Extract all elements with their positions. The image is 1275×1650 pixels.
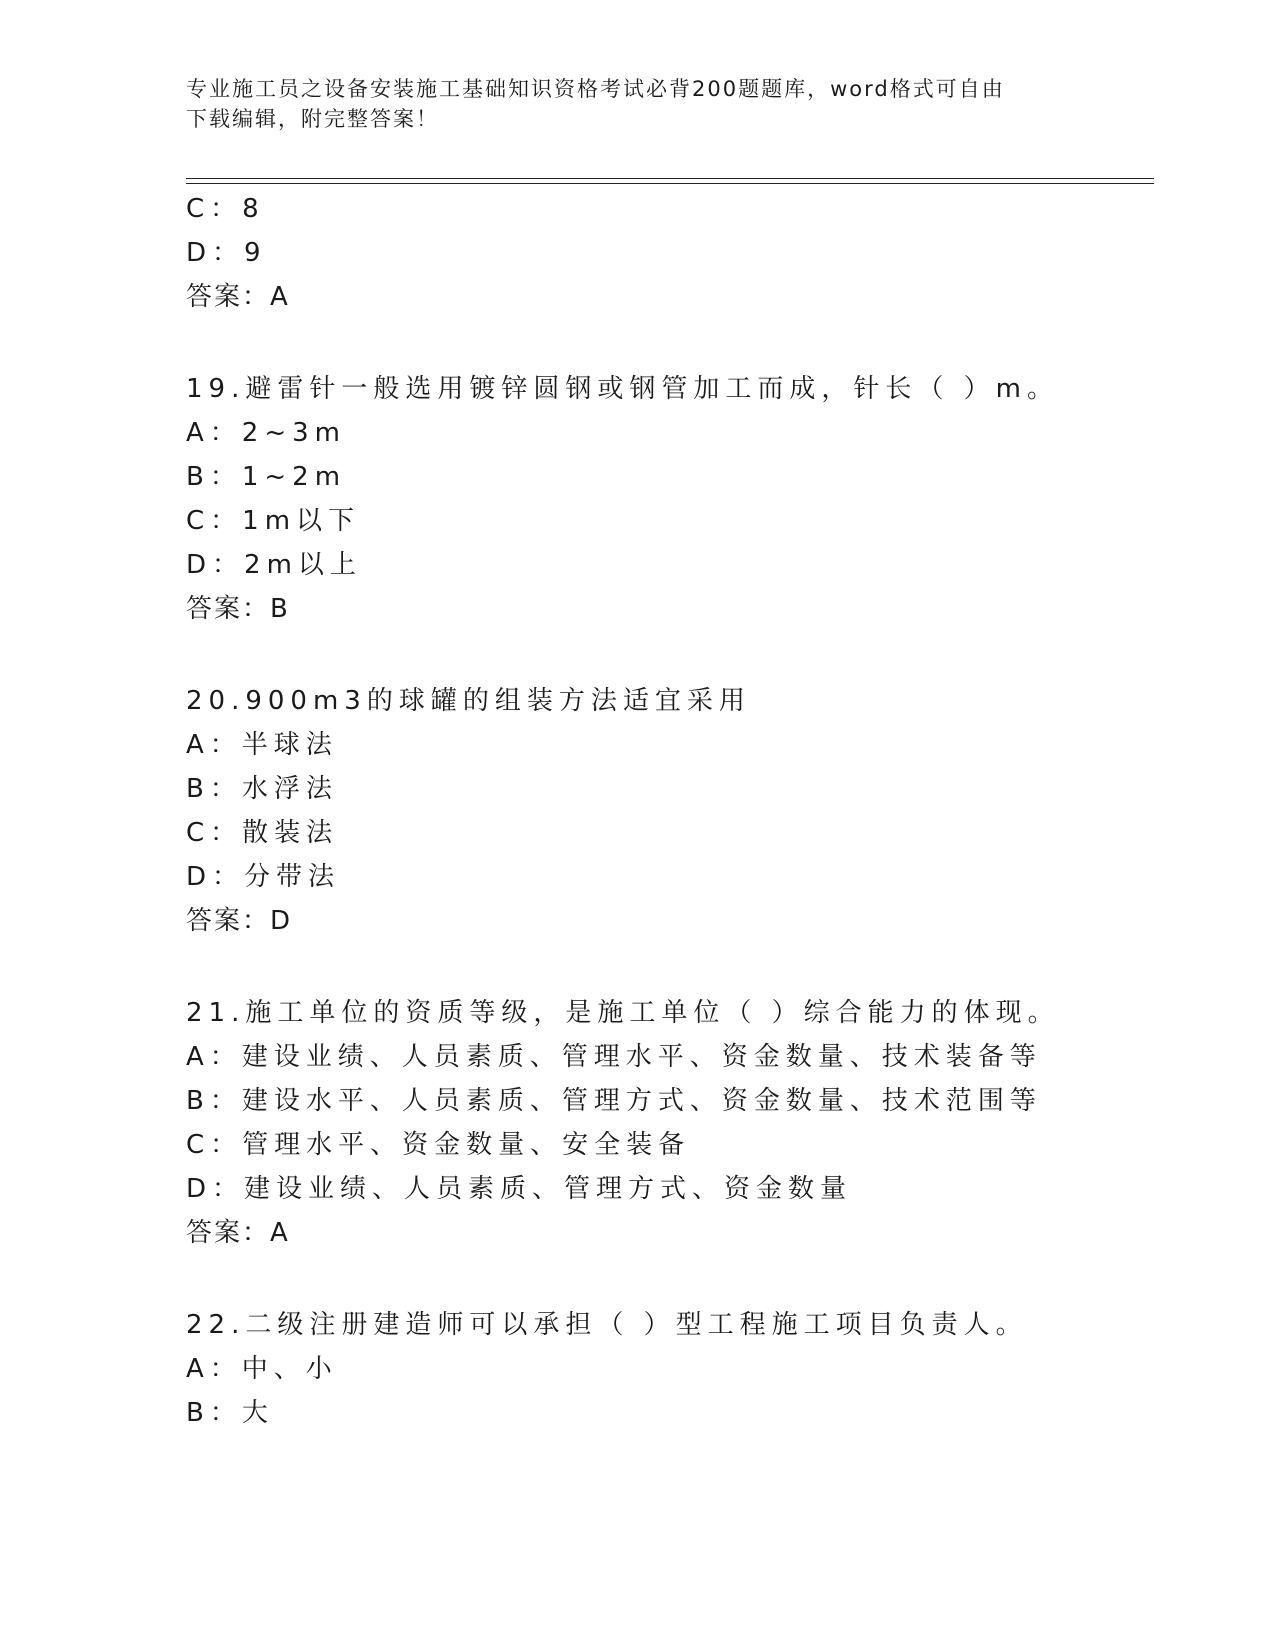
q21-option-a: A：建设业绩、人员素质、管理水平、资金数量、技术装备等 — [186, 1042, 1042, 1072]
q18-answer: 答案：A — [186, 282, 290, 312]
q19-question: 19.避雷针一般选用镀锌圆钢或钢管加工而成，针长（ ）m。 — [186, 374, 1059, 404]
q20-option-d: D：分带法 — [186, 862, 341, 892]
q20-option-c: C：散装法 — [186, 818, 339, 848]
q18-option-c: C：8 — [186, 194, 265, 224]
q22-option-b: B：大 — [186, 1398, 274, 1428]
q20-answer: 答案：D — [186, 906, 293, 936]
q19-option-a: A：2~3m — [186, 418, 346, 448]
q21-option-b: B：建设水平、人员素质、管理方式、资金数量、技术范围等 — [186, 1086, 1042, 1116]
q21-option-d: D：建设业绩、人员素质、管理方式、资金数量 — [186, 1174, 853, 1204]
q22-question: 22.二级注册建造师可以承担（ ）型工程施工项目负责人。 — [186, 1310, 1028, 1340]
q20-option-a: A：半球法 — [186, 730, 338, 760]
header-line-2: 下载编辑，附完整答案！ — [186, 107, 439, 131]
q19-option-c: C：1m以下 — [186, 506, 361, 536]
q21-option-c: C：管理水平、资金数量、安全装备 — [186, 1130, 691, 1160]
q21-answer: 答案：A — [186, 1218, 290, 1248]
q21-question: 21.施工单位的资质等级，是施工单位（ ）综合能力的体现。 — [186, 998, 1060, 1028]
q19-option-d: D：2m以上 — [186, 550, 362, 580]
header-divider-bottom — [186, 183, 1154, 184]
header-line-1: 专业施工员之设备安装施工基础知识资格考试必背200题题库，word格式可自由 — [186, 77, 1005, 101]
document-header — [186, 74, 1086, 134]
header-divider-top — [186, 178, 1154, 179]
q20-option-b: B：水浮法 — [186, 774, 338, 804]
q19-answer: 答案：B — [186, 594, 290, 624]
q18-option-d: D：9 — [186, 238, 267, 268]
q20-question: 20.900m3的球罐的组装方法适宜采用 — [186, 686, 751, 716]
q22-option-a: A：中、小 — [186, 1354, 338, 1384]
q19-option-b: B：1~2m — [186, 462, 347, 492]
